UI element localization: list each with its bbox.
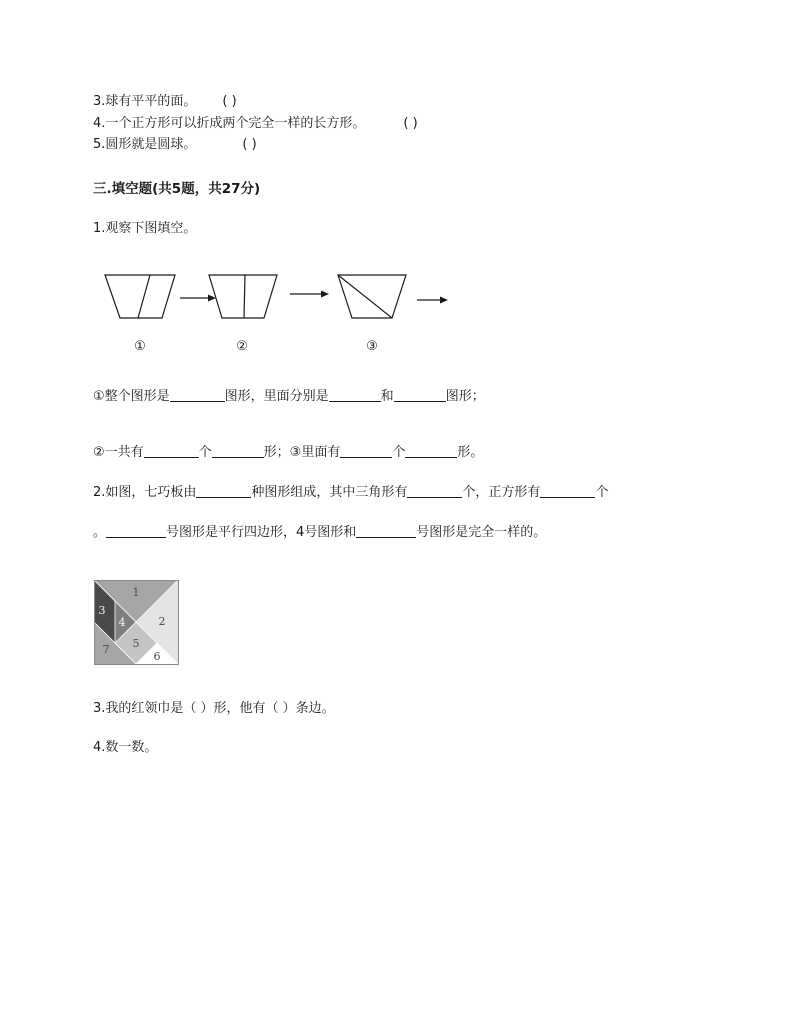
arrow-1-icon (180, 295, 216, 302)
fill1-line2-text-e: 形。 (457, 445, 484, 460)
judge-q3-text: 3.球有平平的面。 (93, 94, 197, 109)
trapezoid-diagram (95, 262, 465, 362)
fill2-blank-5[interactable] (356, 524, 416, 538)
tangram-label-4: 4 (118, 616, 126, 629)
fill2-line2 (93, 524, 546, 542)
judge-q4-answer-blank[interactable]: ( ) (403, 116, 418, 131)
fill2-line1-text-c: 个，正方形有 (462, 485, 541, 500)
fill2-line1-text-a: 2.如图，七巧板由 (93, 485, 197, 500)
fill1-line2-text-b: 个 (198, 445, 212, 460)
fill2-blank-4[interactable] (106, 524, 166, 538)
tangram-label-6: 6 (153, 650, 161, 663)
fill4-question: 4.数一数。 (93, 740, 158, 755)
judge-q4 (93, 115, 418, 133)
tangram-label-5: 5 (132, 637, 140, 650)
judge-q5 (93, 136, 257, 154)
judge-q4-text: 4.一个正方形可以折成两个完全一样的长方形。 (93, 116, 366, 131)
fill1-blank-4[interactable] (144, 444, 199, 458)
fill1-blank-1[interactable] (170, 388, 225, 402)
fill1-blank-3[interactable] (394, 388, 446, 402)
tangram-label-2: 2 (158, 615, 166, 628)
fill1-line2-text-d: 个 (392, 445, 406, 460)
fill1-line1 (93, 388, 485, 406)
judge-q5-text: 5.圆形就是圆球。 (93, 137, 197, 152)
fill1-line1-text-c: 和 (380, 389, 394, 404)
figure-label-1: ① (134, 339, 146, 354)
fill2-blank-1[interactable] (196, 484, 251, 498)
tangram-label-1: 1 (132, 586, 140, 599)
fill1-line2-text-c: 形；③里面有 (263, 445, 341, 460)
fill1-blank-5[interactable] (212, 444, 264, 458)
trapezoid-2-figure (209, 275, 277, 318)
fill1-line2-text-a: ②一共有 (93, 445, 144, 460)
judge-q5-answer-blank[interactable]: ( ) (242, 137, 257, 152)
fill2-line2-text-c: 号图形是完全一样的。 (416, 525, 547, 540)
fill2-line2-text-a: 。 (93, 525, 107, 540)
fill1-question: 1.观察下图填空。 (93, 221, 197, 236)
tangram-figure (94, 580, 180, 666)
section-heading: 三.填空题(共5题，共27分) (93, 181, 261, 197)
fill2-line1-text-b: 种图形组成，其中三角形有 (251, 485, 408, 500)
fill1-line2 (93, 444, 483, 462)
fill1-line1-text-d: 图形； (445, 389, 485, 404)
fill2-line1 (93, 484, 608, 502)
figure-label-2: ② (236, 339, 248, 354)
tangram-label-7: 7 (102, 643, 110, 656)
fill2-blank-3[interactable] (540, 484, 595, 498)
trapezoid-1-figure (105, 275, 175, 318)
fill2-line1-text-d: 个 (595, 485, 609, 500)
tangram-label-3: 3 (98, 604, 106, 617)
fill1-blank-7[interactable] (405, 444, 457, 458)
fill3-question: 3.我的红领巾是（ ）形，他有（ ）条边。 (93, 701, 335, 716)
fill1-line1-text-a: ①整个图形是 (93, 389, 170, 404)
trapezoid-3-figure (338, 275, 406, 318)
fill1-blank-6[interactable] (340, 444, 392, 458)
arrow-2-icon (290, 291, 329, 298)
fill1-line1-text-b: 图形，里面分别是 (224, 389, 329, 404)
fill2-line2-text-b: 号图形是平行四边形，4号图形和 (166, 525, 357, 540)
fill2-blank-2[interactable] (407, 484, 462, 498)
figure-label-3: ③ (366, 339, 378, 354)
judge-q3 (93, 93, 237, 111)
judge-q3-answer-blank[interactable]: ( ) (222, 94, 237, 109)
fill1-blank-2[interactable] (329, 388, 381, 402)
arrow-3-icon (417, 297, 448, 304)
